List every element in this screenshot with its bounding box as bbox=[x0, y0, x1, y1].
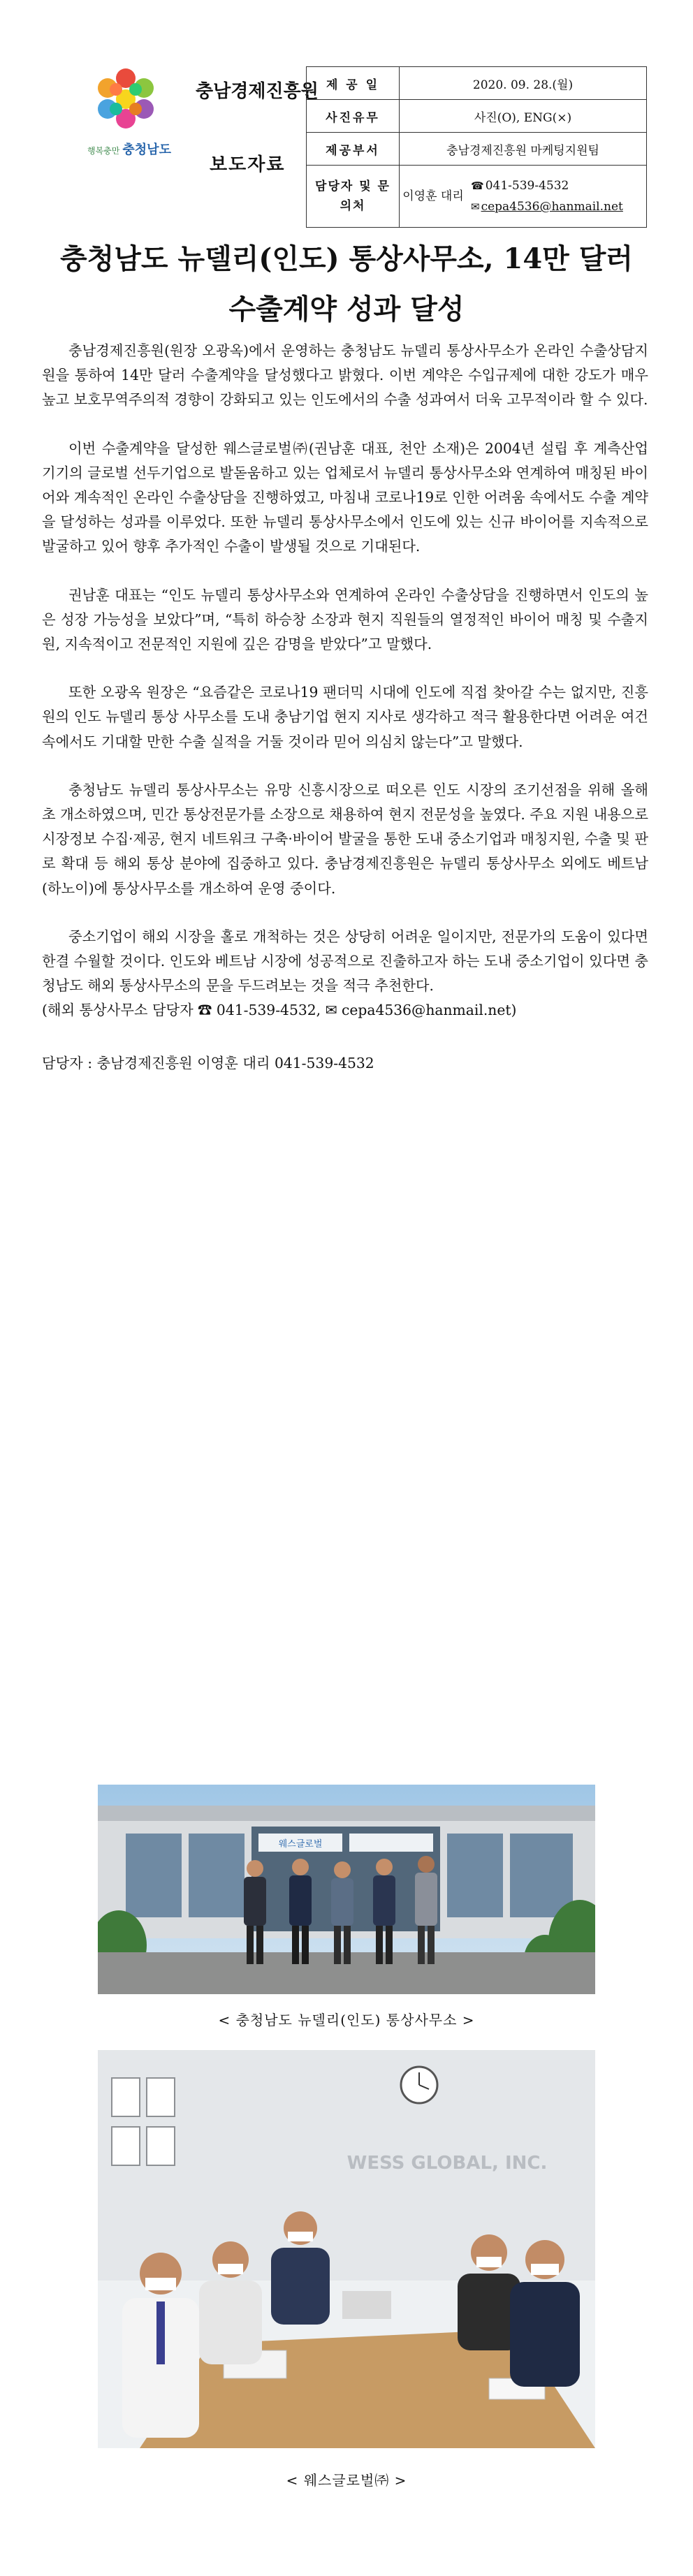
caption-office: < 충청남도 뉴델리(인도) 통상사무소 > bbox=[218, 2012, 475, 2028]
overseas-email[interactable]: cepa4536@hanmail.net) bbox=[337, 1002, 517, 1019]
photo-key: 사진유무 bbox=[307, 100, 400, 133]
logo-tagline: 행복충만 bbox=[87, 146, 120, 156]
date-key: 제 공 일 bbox=[307, 67, 400, 100]
press-release-label: 보도자료 bbox=[210, 154, 286, 175]
dept-value: 충남경제진흥원 마케팅지원팀 bbox=[400, 133, 647, 166]
flower-logo-icon bbox=[77, 56, 196, 189]
mail-icon: ✉ bbox=[471, 200, 480, 213]
press-info-table bbox=[306, 66, 647, 228]
sign-text: 웨스글로벌 bbox=[278, 1839, 323, 1850]
headline bbox=[42, 234, 651, 335]
paragraph-5: 충청남도 뉴델리 통상사무소는 유망 신흥시장으로 떠오른 인도 시장의 조기선점을 위해 올해 초 개소하였으며, 민간 통상전문가를 소장으로 채용하여 현지 전문성을 높였다. 주요 지원 내용으로 시장정보 수집·제공, 현지 네트워크 구축·바이어 발굴을 통한 도내 중소기업과 매칭지원, 수출 및 판로 확대 등 해외 통상 분야에 집중하고 있다. 충남경제진흥원은 뉴델리 통상사무소 외에도 베트남(하노이)에 통상사무소를 개소하여 운영 중이다. bbox=[42, 781, 648, 897]
mail-icon: ✉ bbox=[325, 1002, 337, 1019]
contact-value bbox=[400, 166, 647, 228]
overseas-contact-line bbox=[42, 998, 648, 1023]
photo-value: 사진(O), ENG(×) bbox=[400, 100, 647, 133]
contact-prefix: (해외 통상사무소 담당자 bbox=[42, 1002, 198, 1019]
paragraph-6: 중소기업이 해외 시장을 홀로 개척하는 것은 상당히 어려운 일이지만, 전문가의 도움이 있다면 한결 수월할 것이다. 인도와 베트남 시장에 성공적으로 진출하고자 하는 도내 중소기업이 있다면 충청남도 해외 통상사무소의 문을 두드려보는 것을 적극 추천한다. bbox=[42, 928, 648, 995]
paragraph-2: 이번 수출계약을 달성한 웨스글로벌㈜(권남훈 대표, 천안 소재)은 2004년 설립 후 계측산업 기기의 글로벌 선두기업으로 발돋움하고 있는 업체로서 뉴델리 통상사무소와 연계하여 매칭된 바이어와 계속적인 온라인 수출상담을 진행하였고, 마침내 코로나19로 인한 어려움 속에서도 수출 계약을 달성하는 성과를 이루었다. 또한 뉴델리 통상사무소에서 인도에 있는 신규 바이어를 지속적으로 발굴하고 있어 향후 추가적인 수출이 발생될 것으로 기대된다. bbox=[42, 439, 648, 555]
paragraph-1: 충남경제진흥원(원장 오광옥)에서 운영하는 충청남도 뉴델리 통상사무소가 온라인 수출상담지원을 통하여 14만 달러 수출계약을 달성했다고 밝혔다. 이번 계약은 수입규제에 대한 강도가 매우 높고 보호무역주의적 경향이 강화되고 있는 인도에서의 수출 성과여서 더욱 고무적이라 할 수 있다. bbox=[42, 342, 648, 409]
article-body bbox=[42, 339, 648, 1076]
contact-name: 이영훈 대리 bbox=[402, 189, 464, 203]
contact-key: 담당자 및 문의처 bbox=[307, 166, 400, 228]
date-value: 2020. 09. 28.(월) bbox=[400, 67, 647, 100]
logo-region: 충청남도 bbox=[122, 142, 171, 157]
phone-icon: ☎ bbox=[198, 1002, 212, 1019]
contact-phone: 041-539-4532 bbox=[485, 179, 569, 193]
headline-line-2: 수출계약 성과 달성 bbox=[228, 293, 465, 325]
contact-email[interactable]: cepa4536@hanmail.net bbox=[481, 200, 623, 214]
meeting-room-photo bbox=[98, 2050, 595, 2448]
manager-line: 담당자 : 충남경제진흥원 이영훈 대리 041-539-4532 bbox=[42, 1054, 374, 1071]
caption-company: < 웨스글로벌㈜ > bbox=[286, 2472, 407, 2489]
paragraph-3: 권남훈 대표는 “인도 뉴델리 통상사무소와 연계하여 온라인 수출상담을 진행하면서 인도의 높은 성장 가능성을 보았다”며, “특히 하승창 소장과 현지 직원들의 열정적인 바이어 매칭 및 수출지원, 지속적이고 전문적인 지원에 깊은 감명을 받았다”고 말했다. bbox=[42, 586, 648, 653]
headline-line-1: 충청남도 뉴델리(인도) 통상사무소, 14만 달러 bbox=[59, 242, 634, 275]
office-exterior-photo bbox=[98, 1785, 595, 1994]
dept-key: 제공부서 bbox=[307, 133, 400, 166]
overseas-phone: 041-539-4532, bbox=[212, 1002, 326, 1019]
org-logo bbox=[77, 56, 196, 189]
phone-icon: ☎ bbox=[471, 180, 484, 192]
org-name: 충남경제진흥원 bbox=[196, 81, 319, 102]
paragraph-4: 또한 오광옥 원장은 “요즘같은 코로나19 팬더믹 시대에 인도에 직접 찾아갈 수는 없지만, 진흥원의 인도 뉴델리 통상 사무소를 도내 충남기업 현지 지사로 생각하고 적극 활용한다면 어려운 여건속에서도 기대할 만한 수출 실적을 거둘 것이라 믿어 의심치 않는다”고 말했다. bbox=[42, 684, 648, 750]
wall-logo-text: WESS GLOBAL, INC. bbox=[346, 2153, 548, 2174]
